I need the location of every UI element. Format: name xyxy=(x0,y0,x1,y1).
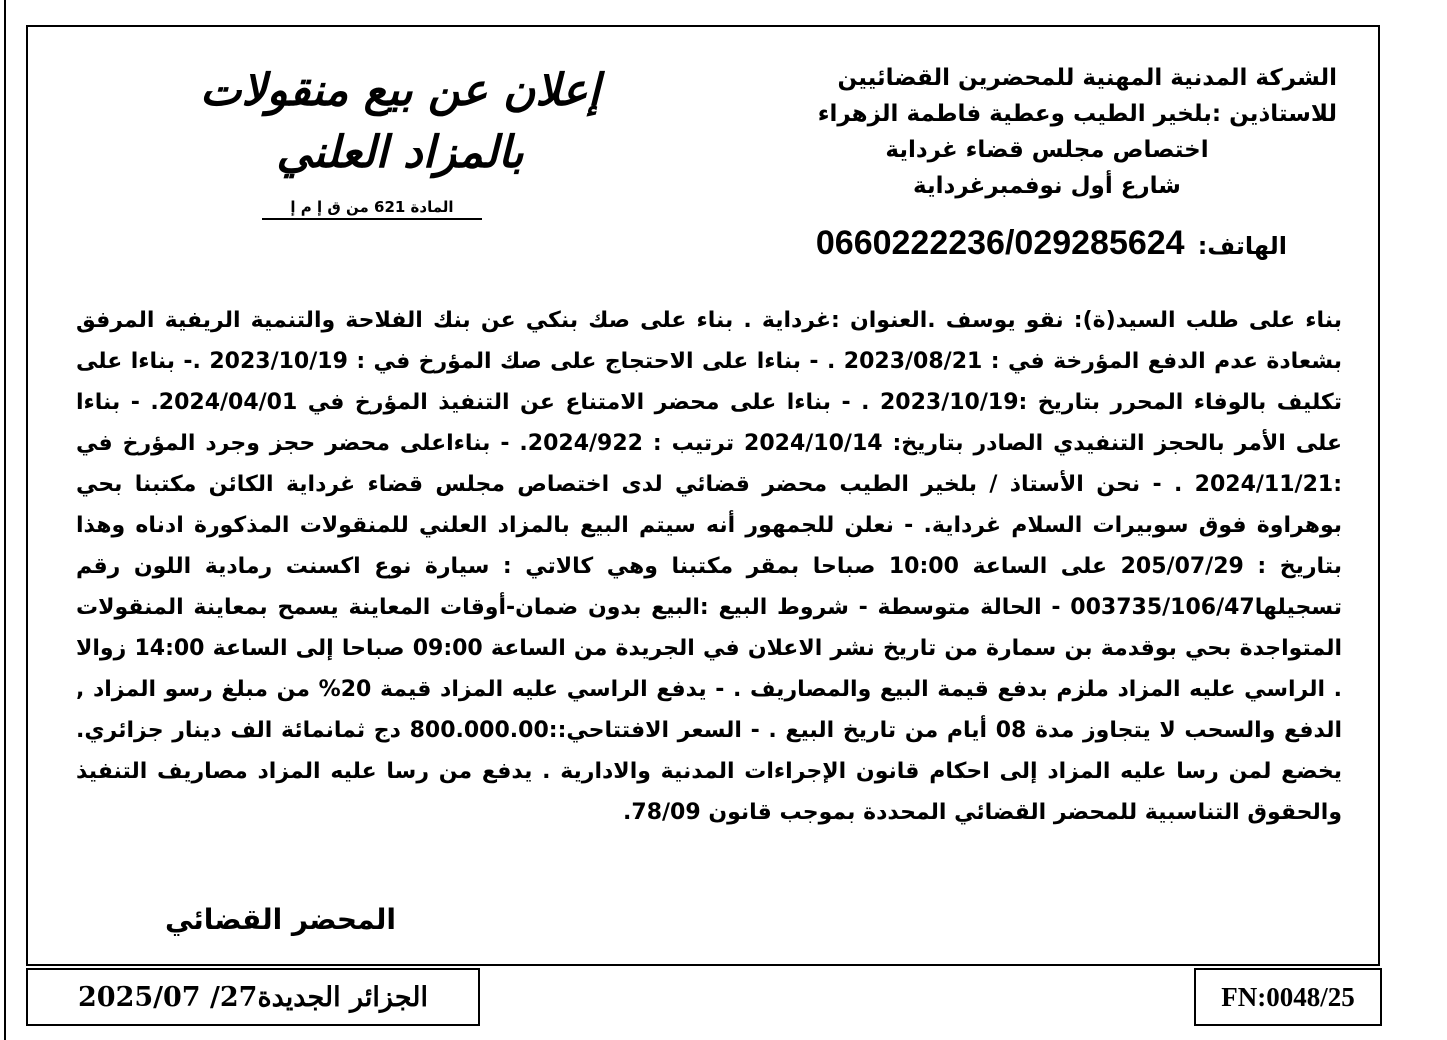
company-jurisdiction: اختصاص مجلس قضاء غرداية xyxy=(885,137,1209,163)
title-line-2: بالمزاد العلني xyxy=(276,127,524,178)
page-edge-line xyxy=(4,0,6,1040)
announcement-body: بناء على طلب السيد(ة): نقو يوسف .العنوان :غرداية . بناء على صك بنكي عن بنك الفلاحة والتنمية الريفية المرفق بشعادة عدم الدفع المؤرخة في : 2023/08/21 . - بناءا على الاحتجاج على صك المؤرخ في : 2023/10/19 .- بناءا على تكليف بالوفاء المحرر بتاريخ :2023/10/19 . - بناءا على محضر الامتناع عن التنفيذ المؤرخ في 2024/04/01. - بناءا على الأمر بالحجز التنفيدي الصادر بتاريخ: 2024/10/14 ترتيب : 2024/922. - بناءاعلى محضر حجز وجرد المؤرخ في :2024/11/21 . - نحن الأستاذ / بلخير الطيب محضر قضائي لدى اختصاص مجلس قضاء غرداية الكائن مكتبنا بحي بوهراوة فوق سوبيرات السلام غرداية. - نعلن للجمهور أنه سيتم البيع بالمزاد العلني للمنقولات المذكورة ادناه وهذا بتاريخ : 205/07/29 على الساعة 10:00 صباحا بمقر مكتبنا وهي كالاتي : سيارة نوع اكسنت رمادية اللون رقم تسجيلها003735/106/47 - الحالة متوسطة - شروط البيع :البيع بدون ضمان-أوقات المعاينة يسمح بمعاينة المنقولات المتواجدة بحي بوقدمة بن سمارة من تاريخ نشر الاعلان في الجريدة من الساعة 09:00 صباحا إلى الساعة 14:00 زوالا . الراسي عليه المزاد ملزم بدفع قيمة البيع والمصاريف . - يدفع الراسي عليه المزاد قيمة 20% من مبلغ رسو المزاد , الدفع والسحب لا يتجاوز مدة 08 أيام من تاريخ البيع . - السعر الافتتاحي::800.000.00 دج ثمانمائة الف دينار جزائري. يخضع لمن رسا عليه المزاد إلى احكام قانون الإجراءات المدنية والادارية . يدفع من رسا عليه المزاد مصاريف التنفيذ والحقوق التناسبية للمحضر القضائي المحددة بموجب قانون 78/09. xyxy=(76,308,1343,825)
publication-date: الجزائر الجديدة27/ 2025/07 xyxy=(78,981,428,1013)
title-line-1: إعلان عن بيع منقولات xyxy=(199,65,601,116)
publication-box xyxy=(26,968,480,1026)
file-number-box xyxy=(1194,968,1382,1026)
company-name: الشركة المدنية المهنية للمحضرين القضائيين xyxy=(837,65,1337,91)
company-header xyxy=(697,60,1337,204)
company-bailiffs: للاستاذين :بلخير الطيب وعطية فاطمة الزهراء xyxy=(817,101,1337,127)
file-number: FN:0048/25 xyxy=(1221,981,1355,1012)
phone-number: 0660222236/029285624 xyxy=(815,224,1185,262)
phone-row xyxy=(816,224,1287,263)
company-address: شارع أول نوفمبرغرداية xyxy=(913,173,1181,199)
phone-label: الهاتف: xyxy=(1197,232,1287,260)
bailiff-signature-label: المحضر القضائي xyxy=(164,903,396,936)
article-reference: المادة 621 من ق إ م إ xyxy=(262,196,482,220)
announcement-title xyxy=(150,60,650,184)
